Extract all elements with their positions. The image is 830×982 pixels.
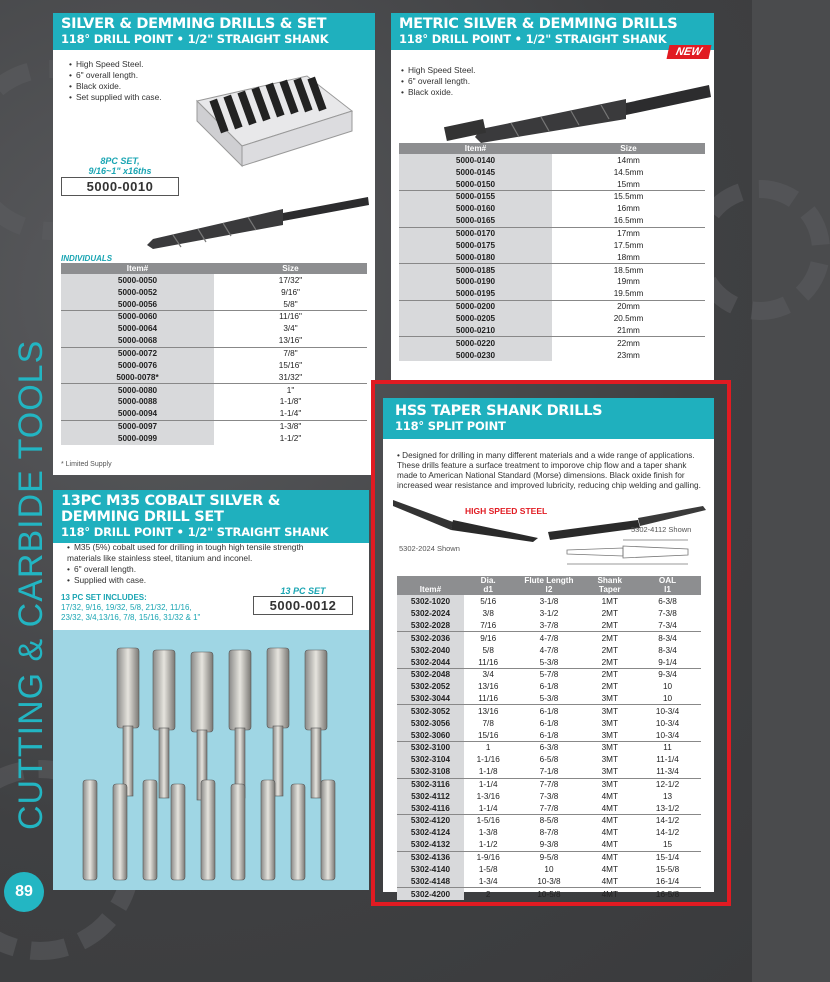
feature-bullet: • Set supplied with case. bbox=[69, 92, 162, 103]
drill-set-case-image bbox=[187, 71, 357, 181]
table-row bbox=[399, 178, 705, 190]
value-cell: 6-1/8 bbox=[539, 730, 559, 740]
value-cell: 3MT bbox=[585, 778, 634, 790]
value-cell: 2MT bbox=[601, 609, 618, 618]
value-cell: 14mm bbox=[617, 155, 640, 165]
item-number-cell: 5000-0145 bbox=[399, 166, 552, 178]
value-cell: 5/8" bbox=[283, 299, 298, 309]
item-number-cell: 5000-0180 bbox=[399, 252, 552, 264]
item-number-cell: 5000-0210 bbox=[399, 325, 552, 337]
drill-set-photo bbox=[53, 630, 369, 890]
value-cell: 19.5mm bbox=[613, 289, 644, 299]
value-cell: 13-1/2 bbox=[655, 803, 680, 813]
item-number-cell: 5000-0165 bbox=[399, 215, 552, 227]
value-cell: 2 bbox=[464, 888, 513, 900]
value-cell: 3/8 bbox=[482, 609, 494, 618]
value-cell: 11/16 bbox=[478, 694, 499, 704]
value-cell: 6-1/8 bbox=[539, 718, 559, 728]
value-cell: 11-1/4 bbox=[656, 755, 679, 765]
feature-bullet: • Supplied with case. bbox=[67, 575, 327, 586]
value-cell: 2MT bbox=[601, 657, 618, 667]
table-row bbox=[61, 359, 367, 371]
value-cell: 11 bbox=[634, 741, 701, 753]
value-cell: 3/4" bbox=[283, 324, 298, 334]
value-cell: 9-3/4 bbox=[634, 668, 701, 680]
panel-subtitle: 118° DRILL POINT • 1/2" STRAIGHT SHANK bbox=[399, 31, 667, 46]
highlight-frame bbox=[371, 380, 731, 906]
item-number-cell: 5000-0195 bbox=[399, 288, 552, 300]
item-number-cell: 5302-4124 bbox=[397, 827, 464, 839]
value-cell: 23mm bbox=[617, 350, 640, 360]
feature-bullet: • 6" overall length. bbox=[69, 70, 162, 81]
value-cell: 5-7/8 bbox=[513, 668, 586, 680]
item-number-cell: 5302-4116 bbox=[397, 802, 464, 814]
item-number-cell: 5302-2024 bbox=[397, 607, 464, 619]
value-cell: 4MT bbox=[601, 840, 618, 850]
value-cell: 3MT bbox=[601, 767, 618, 777]
set-label-line-2: 9/16~1" x16ths bbox=[88, 166, 152, 177]
table-row bbox=[399, 276, 705, 288]
item-number-cell: 5000-0160 bbox=[399, 203, 552, 215]
table-row bbox=[399, 264, 705, 276]
table-row bbox=[399, 325, 705, 337]
table-row bbox=[399, 288, 705, 300]
value-cell: 1-1/4" bbox=[279, 409, 302, 419]
value-cell: 6-1/8 bbox=[539, 682, 559, 692]
value-cell: 1 bbox=[464, 741, 513, 753]
table-row bbox=[61, 432, 367, 444]
col-header-dia-line-2: d1 bbox=[483, 584, 493, 594]
value-cell: 20mm bbox=[552, 300, 705, 312]
table-row bbox=[399, 252, 705, 264]
value-cell: 3MT bbox=[601, 718, 618, 728]
panel-header bbox=[53, 13, 375, 50]
table-row bbox=[399, 154, 705, 166]
item-number-cell: 5000-0088 bbox=[61, 396, 214, 408]
value-cell: 16-5/8 bbox=[634, 888, 701, 900]
panel-title: 13PC M35 COBALT SILVER & DEMMING DRILL SET bbox=[61, 493, 281, 525]
col-header-size: Size bbox=[214, 263, 367, 274]
value-cell: 8-7/8 bbox=[539, 828, 559, 838]
value-cell: 15mm bbox=[617, 179, 640, 189]
value-cell: 16-1/4 bbox=[655, 876, 680, 886]
col-header-shank-line-1: Shank bbox=[597, 576, 623, 585]
value-cell: 9-3/8 bbox=[539, 840, 559, 850]
metric-table bbox=[399, 143, 705, 361]
value-cell: 15/16 bbox=[477, 730, 499, 740]
col-header-oal-line-1: OAL bbox=[658, 576, 677, 585]
col-header-item-label: Item# bbox=[419, 585, 442, 595]
value-cell: 1-1/4 bbox=[464, 778, 513, 790]
panel-subtitle: 118° DRILL POINT • 1/2" STRAIGHT SHANK bbox=[61, 524, 329, 539]
value-cell: 15 bbox=[662, 840, 673, 850]
value-cell: 4MT bbox=[601, 876, 618, 886]
item-number-cell: 5000-0099 bbox=[61, 432, 214, 444]
set-label-line-1: 8PC SET, bbox=[100, 156, 140, 166]
value-cell: 4MT bbox=[601, 791, 618, 801]
item-number-cell: 5000-0140 bbox=[399, 154, 552, 166]
individuals-table-wrap bbox=[61, 263, 367, 445]
value-cell: 3-1/8 bbox=[539, 596, 559, 606]
table-row bbox=[399, 166, 705, 178]
individuals-table bbox=[61, 263, 367, 445]
value-cell: 4MT bbox=[585, 851, 634, 863]
value-cell: 5-3/8 bbox=[539, 657, 559, 667]
table-row bbox=[399, 312, 705, 324]
table-row bbox=[61, 396, 367, 408]
value-cell: 1-1/2" bbox=[279, 434, 302, 444]
panel-silver-demming-set bbox=[53, 13, 375, 475]
item-number-cell: 5302-2036 bbox=[397, 632, 464, 644]
value-cell: 22mm bbox=[552, 337, 705, 349]
value-cell: 10-3/4 bbox=[655, 730, 680, 740]
value-cell: 10 bbox=[544, 864, 554, 874]
item-number-cell: 5000-0094 bbox=[61, 408, 214, 420]
item-number-cell: 5302-4120 bbox=[397, 815, 464, 827]
value-cell: 3/4 bbox=[464, 668, 513, 680]
value-cell: 17mm bbox=[552, 227, 705, 239]
value-cell: 15/16" bbox=[278, 360, 303, 370]
value-cell: 7-3/8 bbox=[658, 609, 677, 618]
feature-bullet: • Black oxide. bbox=[401, 87, 475, 98]
panel-title: SILVER & DEMMING DRILLS & SET bbox=[61, 16, 327, 32]
footnote: * Limited Supply bbox=[61, 461, 112, 468]
feature-bullet: • High Speed Steel. bbox=[69, 59, 162, 70]
value-cell: 7-3/4 bbox=[658, 620, 677, 630]
item-number-cell: 5000-0064 bbox=[61, 323, 214, 335]
value-cell: 9-1/4 bbox=[658, 657, 677, 667]
value-cell: 13 bbox=[662, 791, 673, 801]
value-cell: 19mm bbox=[617, 277, 640, 287]
item-number-cell: 5000-0205 bbox=[399, 312, 552, 324]
value-cell: 6-1/8 bbox=[513, 705, 586, 717]
item-number-cell: 5000-0155 bbox=[399, 191, 552, 203]
value-cell: 1-3/8 bbox=[478, 828, 498, 838]
item-number-cell: 5302-3108 bbox=[397, 766, 464, 778]
col-header-flute-line-1: Flute Length bbox=[524, 576, 574, 585]
value-cell: 7/8" bbox=[214, 347, 367, 359]
item-number-cell: 5302-3060 bbox=[397, 729, 464, 741]
value-cell: 1MT bbox=[601, 596, 618, 606]
value-cell: 4MT bbox=[585, 815, 634, 827]
table-row bbox=[61, 347, 367, 359]
value-cell: 1-9/16 bbox=[464, 851, 513, 863]
col-header-item: Item# bbox=[61, 263, 214, 274]
value-cell: 9/16 bbox=[464, 632, 513, 644]
drill-bit-image bbox=[441, 77, 713, 149]
value-cell: 3MT bbox=[585, 705, 634, 717]
table-row bbox=[399, 227, 705, 239]
value-cell: 11/16 bbox=[478, 657, 499, 667]
value-cell: 14.5mm bbox=[613, 167, 644, 177]
value-cell: 8-5/8 bbox=[513, 815, 586, 827]
item-number-cell: 5000-0175 bbox=[399, 239, 552, 251]
value-cell: 2MT bbox=[601, 682, 618, 692]
item-number-cell: 5000-0220 bbox=[399, 337, 552, 349]
value-cell: 2MT bbox=[601, 620, 618, 630]
value-cell: 3MT bbox=[601, 730, 618, 740]
table-row bbox=[399, 215, 705, 227]
value-cell: 11-3/4 bbox=[656, 767, 679, 777]
page-number: 89 bbox=[4, 872, 44, 912]
col-header-oal-line-2: l1 bbox=[664, 584, 671, 594]
value-cell: 1-3/16 bbox=[476, 791, 500, 801]
shown-label-left: 5302-2024 Shown bbox=[399, 544, 460, 553]
includes-text: 17/32, 9/16, 19/32, 5/8, 21/32, 11/16, 23/32, 3/4,13/16, 7/8, 15/16, 31/32 & 1" bbox=[61, 603, 201, 622]
col-header-shank-line-2: Taper bbox=[598, 584, 621, 594]
value-cell: 12-1/2 bbox=[634, 778, 701, 790]
set-label-box bbox=[61, 156, 179, 196]
table-row bbox=[61, 408, 367, 420]
item-number-cell: 5000-0056 bbox=[61, 298, 214, 310]
table-row bbox=[399, 203, 705, 215]
item-number-cell: 5000-0050 bbox=[61, 274, 214, 286]
feature-bullet: • 6" overall length. bbox=[401, 76, 475, 87]
value-cell: 1-1/2 bbox=[478, 840, 498, 850]
hss-label: HIGH SPEED STEEL bbox=[465, 506, 548, 516]
description-text: Designed for drilling in many different materials and a wide range of applications. These drills feature a surface treatment to imporove chip flow and a taper shank made to American National Standard (Morse) dimensions. Black oxide finish for increased wear resistance and improved lubricity, reducing chip welding and galling. bbox=[397, 451, 701, 490]
item-number-cell: 5302-3052 bbox=[397, 705, 464, 717]
value-cell: 21mm bbox=[617, 325, 640, 335]
value-cell: 16mm bbox=[617, 204, 640, 214]
value-cell: 7-3/8 bbox=[539, 791, 559, 801]
item-number-cell: 5302-2040 bbox=[397, 644, 464, 656]
metric-table-wrap bbox=[399, 143, 705, 361]
value-cell: 13/16 bbox=[477, 682, 499, 692]
bullet-icon: • bbox=[397, 451, 403, 460]
value-cell: 7-1/8 bbox=[539, 767, 559, 777]
table-row bbox=[61, 286, 367, 298]
value-cell: 5/16 bbox=[480, 596, 497, 606]
value-cell: 5-3/8 bbox=[539, 694, 559, 704]
item-number-cell: 5302-2048 bbox=[397, 668, 464, 680]
item-number-cell: 5000-0097 bbox=[61, 420, 214, 432]
value-cell: 9-5/8 bbox=[513, 851, 586, 863]
value-cell: 1-1/8" bbox=[279, 397, 302, 407]
value-cell: 6-3/8 bbox=[658, 596, 677, 606]
item-number-cell: 5000-0076 bbox=[61, 359, 214, 371]
panel-metric-silver-demming bbox=[391, 13, 714, 380]
feature-bullet: • M35 (5%) cobalt used for drilling in tough high tensile strength materials like stainless steel, titanium and inconel. bbox=[67, 542, 327, 564]
col-header-dia-line-1: Dia. bbox=[480, 576, 496, 585]
item-number-cell: 5302-3056 bbox=[397, 717, 464, 729]
value-cell: 13/16 bbox=[464, 705, 513, 717]
value-cell: 17.5mm bbox=[613, 240, 644, 250]
value-cell: 10-3/8 bbox=[537, 876, 561, 886]
new-badge: NEW bbox=[667, 45, 712, 59]
item-number-cell: 5302-4132 bbox=[397, 839, 464, 851]
value-cell: 10-3/4 bbox=[634, 705, 701, 717]
value-cell: 14-1/2 bbox=[655, 828, 680, 838]
table-row bbox=[61, 323, 367, 335]
panel-title: HSS TAPER SHANK DRILLS bbox=[395, 403, 603, 419]
value-cell: 1-1/16 bbox=[476, 755, 500, 765]
item-number-cell: 5000-0068 bbox=[61, 335, 214, 347]
value-cell: 10-3/4 bbox=[655, 718, 680, 728]
value-cell: 1-3/4 bbox=[478, 876, 498, 886]
includes-label: 13 PC SET INCLUDES: bbox=[61, 593, 147, 602]
value-cell: 10 bbox=[662, 694, 673, 704]
item-number-cell: 5302-4136 bbox=[397, 851, 464, 863]
table-row bbox=[61, 372, 367, 384]
panel-header bbox=[391, 13, 714, 50]
value-cell: 15-5/8 bbox=[655, 864, 680, 874]
value-cell: 7-7/8 bbox=[513, 778, 586, 790]
value-cell: 3-1/2 bbox=[539, 609, 559, 618]
table-row bbox=[61, 384, 367, 396]
individuals-label: INDIVIDUALS bbox=[61, 254, 113, 263]
value-cell: 2MT bbox=[585, 668, 634, 680]
value-cell: 4-7/8 bbox=[513, 632, 586, 644]
feature-list bbox=[69, 59, 162, 103]
value-cell: 1-5/8 bbox=[478, 864, 498, 874]
panel-subtitle: 118° SPLIT POINT bbox=[395, 418, 506, 433]
value-cell: 10 bbox=[662, 682, 673, 692]
item-number-cell: 5302-3116 bbox=[397, 778, 464, 790]
feature-bullet: • 6" overall length. bbox=[67, 564, 327, 575]
cobalt-drills-image bbox=[53, 630, 369, 890]
value-cell: 2MT bbox=[601, 645, 618, 655]
value-cell: 4MT bbox=[601, 803, 618, 813]
panel-title: METRIC SILVER & DEMMING DRILLS bbox=[399, 16, 678, 32]
value-cell: 3MT bbox=[601, 694, 618, 704]
table-row bbox=[399, 191, 705, 203]
value-cell: 16.5mm bbox=[613, 216, 644, 226]
col-header-size: Size bbox=[552, 143, 705, 154]
value-cell: 3-7/8 bbox=[539, 620, 559, 630]
value-cell: 4MT bbox=[585, 888, 634, 900]
value-cell: 1-1/8 bbox=[478, 767, 498, 777]
item-number-cell: 5302-3044 bbox=[397, 693, 464, 705]
shown-label-right: 5302-4112 Shown bbox=[631, 525, 692, 534]
table-row bbox=[61, 311, 367, 323]
item-number-cell: 5000-0080 bbox=[61, 384, 214, 396]
item-number-cell: 5000-0072 bbox=[61, 347, 214, 359]
item-number-cell: 5000-0190 bbox=[399, 276, 552, 288]
item-number-cell: 5302-2044 bbox=[397, 656, 464, 668]
item-number-cell: 5302-4200 bbox=[397, 888, 464, 900]
set-item-number: 5000-0010 bbox=[61, 177, 179, 196]
item-number-cell: 5302-2052 bbox=[397, 681, 464, 693]
value-cell: 1-3/8" bbox=[214, 420, 367, 432]
value-cell: 7/16 bbox=[480, 620, 497, 630]
value-cell: 1-1/4 bbox=[478, 803, 498, 813]
value-cell: 15-1/4 bbox=[634, 851, 701, 863]
value-cell: 11/16" bbox=[214, 311, 367, 323]
item-number-cell: 5000-0078* bbox=[61, 372, 214, 384]
table-row bbox=[61, 274, 367, 286]
value-cell: 7-7/8 bbox=[539, 803, 559, 813]
panel-header bbox=[53, 490, 369, 543]
value-cell: 1-5/16 bbox=[464, 815, 513, 827]
feature-bullet: • High Speed Steel. bbox=[401, 65, 475, 76]
item-number-cell: 5000-0052 bbox=[61, 286, 214, 298]
item-number-cell: 5302-3104 bbox=[397, 754, 464, 766]
value-cell: 4MT bbox=[601, 864, 618, 874]
value-cell: 1" bbox=[214, 384, 367, 396]
feature-list bbox=[67, 542, 327, 586]
value-cell: 14-1/2 bbox=[634, 815, 701, 827]
table-row bbox=[61, 420, 367, 432]
set-label-box bbox=[253, 586, 353, 615]
value-cell: 31/32" bbox=[278, 372, 303, 382]
value-cell: 5/8 bbox=[482, 645, 494, 655]
item-number-cell: 5302-4112 bbox=[397, 790, 464, 802]
value-cell: 8-3/4 bbox=[658, 645, 677, 655]
panel-cobalt-drill-set bbox=[53, 490, 369, 890]
item-number-cell: 5000-0060 bbox=[61, 311, 214, 323]
item-number-cell: 5302-1020 bbox=[397, 595, 464, 607]
value-cell: 18.5mm bbox=[552, 264, 705, 276]
value-cell: 17/32" bbox=[278, 275, 303, 285]
value-cell: 4MT bbox=[601, 828, 618, 838]
item-number-cell: 5302-2028 bbox=[397, 620, 464, 632]
value-cell: 9/16" bbox=[281, 287, 300, 297]
col-header-flute-line-2: l2 bbox=[545, 584, 553, 594]
item-number-cell: 5302-3100 bbox=[397, 741, 464, 753]
value-cell: 4-7/8 bbox=[539, 645, 559, 655]
panel-subtitle: 118° DRILL POINT • 1/2" STRAIGHT SHANK bbox=[61, 31, 329, 46]
feature-bullet: • Black oxide. bbox=[69, 81, 162, 92]
value-cell: 3MT bbox=[585, 741, 634, 753]
value-cell: 2MT bbox=[585, 632, 634, 644]
table-row bbox=[399, 239, 705, 251]
section-side-title: CUTTING & CARBIDE TOOLS bbox=[12, 339, 50, 830]
value-cell: 8-3/4 bbox=[634, 632, 701, 644]
table-row bbox=[61, 298, 367, 310]
table-row bbox=[399, 300, 705, 312]
value-cell: 10-5/8 bbox=[513, 888, 586, 900]
item-number-cell: 5302-4148 bbox=[397, 876, 464, 888]
value-cell: 3MT bbox=[601, 755, 618, 765]
value-cell: 20.5mm bbox=[613, 314, 644, 324]
value-cell: 6-3/8 bbox=[513, 741, 586, 753]
item-number-cell: 5000-0170 bbox=[399, 227, 552, 239]
set-label: 13 PC SET bbox=[280, 586, 326, 596]
set-item-number: 5000-0012 bbox=[253, 596, 353, 615]
table-row bbox=[399, 337, 705, 349]
item-number-cell: 5000-0200 bbox=[399, 300, 552, 312]
value-cell: 18mm bbox=[617, 252, 640, 262]
table-row bbox=[399, 349, 705, 361]
item-number-cell: 5000-0185 bbox=[399, 264, 552, 276]
value-cell: 15.5mm bbox=[552, 191, 705, 203]
drill-bit-image bbox=[133, 191, 373, 251]
value-cell: 13/16" bbox=[278, 336, 303, 346]
item-number-cell: 5000-0150 bbox=[399, 178, 552, 190]
table-row bbox=[61, 335, 367, 347]
item-number-cell: 5000-0230 bbox=[399, 349, 552, 361]
value-cell: 6-5/8 bbox=[539, 755, 559, 765]
col-header-item: Item# bbox=[399, 143, 552, 154]
item-number-cell: 5302-4140 bbox=[397, 863, 464, 875]
value-cell: 7/8 bbox=[482, 718, 494, 728]
